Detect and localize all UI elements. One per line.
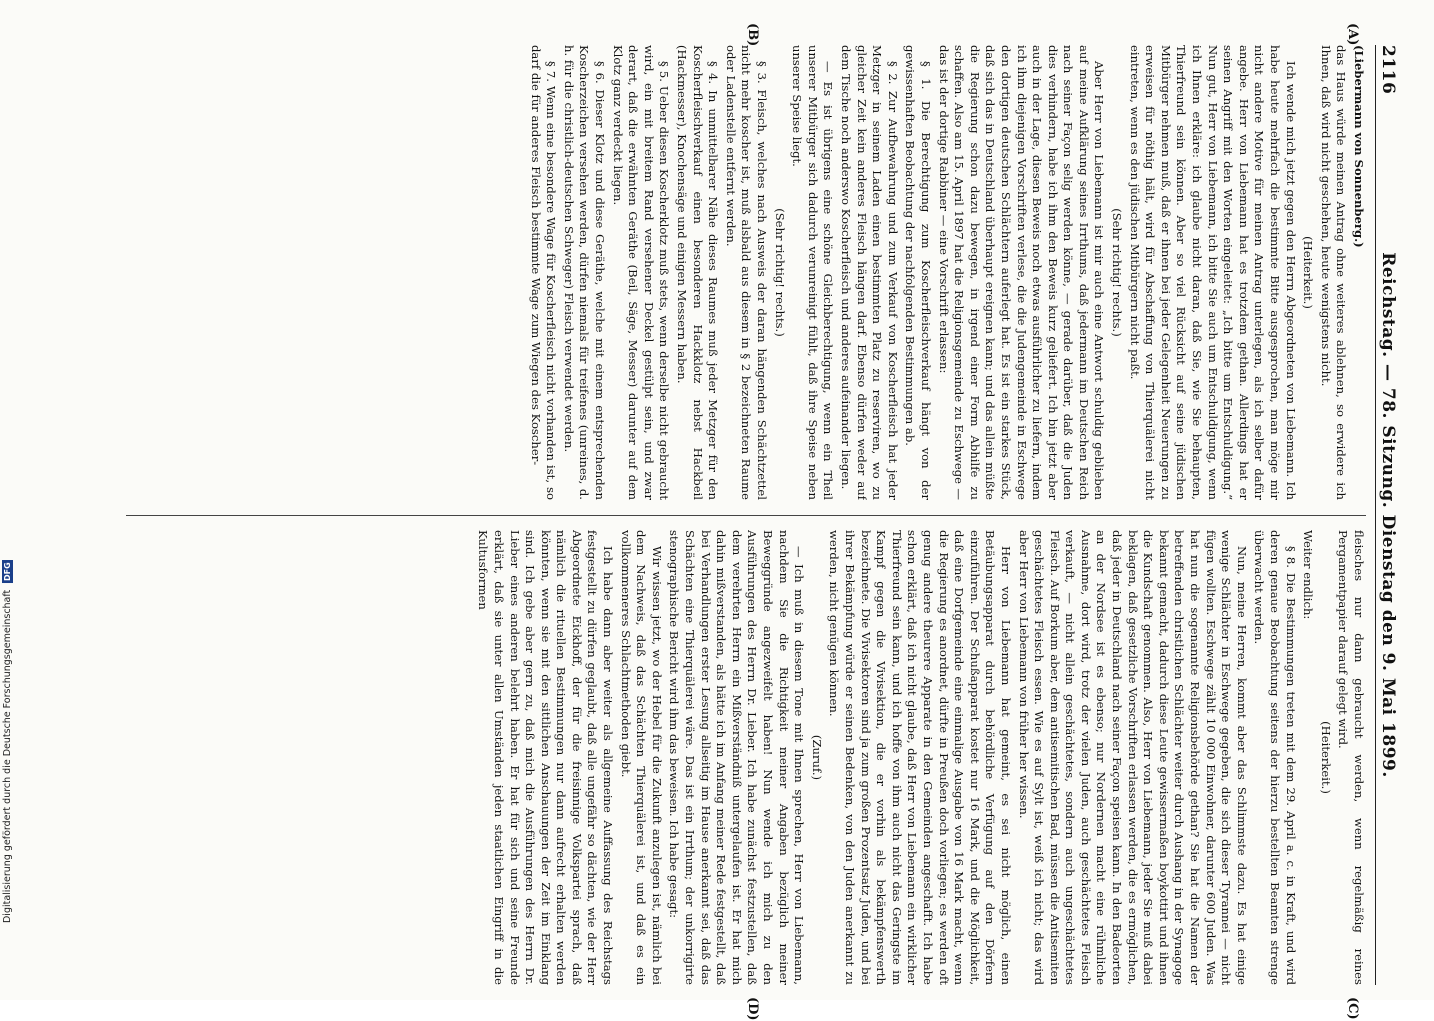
page-number: 2116	[1378, 45, 1398, 95]
page-title: Reichstag. — 78. Sitzung. Dienstag den 9. Mai 1899.	[1378, 252, 1398, 778]
paragraph: § 1. Die Berechtigung zum Koscherfleischverkauf hängt von der gewissenhaften Beobachtung der nachfolgenden Bestimmungen ab.	[903, 45, 933, 500]
page-header	[1374, 45, 1400, 985]
digitization-credit	[2, 560, 13, 923]
right-text-column	[126, 530, 1366, 985]
rotated-page-content	[100, 23, 1400, 1021]
paragraph: — Es ist übrigens eine schöne Gleichberechtigung, wenn ein Theil unserer Mitbürger sich dadurch verunreinigt fühlt, daß ihre Speise neben unserer Speise liegt.	[790, 45, 836, 500]
paragraph: — Ich muß in diesem Tone mit Ihnen sprechen, Herr von Liebemann, nachdem Sie die Richtigkeit meiner Angaben bezüglich meiner Beweggründe angezweifelt haben! Nun wende ich mich zu den Ausführungen des Herrn Dr. Lieber. Ich habe zunächst festzustellen, daß dem verehrten Herrn ein Mißverständniß untergelaufen ist. Er hat mich dahin mißverstanden, als hätte ich im Anfang meiner Rede festgestellt, daß bei Verhandlungen erster Lesung allseitig im Hause anerkannt sei, daß das Schächten eine Thierquälerei wäre. Das ist ein Irrthum; der unkorrigirte stenographische Bericht wird ihm das beweisen. Ich habe gesagt:	[667, 530, 807, 985]
paragraph: § 7. Wenn eine besondere Wage für Koscherfleisch nicht vorhanden ist, so darf die für anderes Fleisch bestimmte Wage zum Wiegen des Koscher-	[528, 45, 559, 500]
left-text-column	[126, 45, 1366, 500]
paragraph: Ich wende mich jetzt gegen den Herrn Abgeordneten von Liebemann. Ich habe heute mehrfach die bestimmte Bitte ausgesprochen, man möge mir nicht andere Motive für meinen Antrag unterlegen, als ich selber dafür angebe. Herr von Liebemann hat es trotzdem gethan. Allerdings hat er seinen Angriff mit den Worten eingeleitet: „Ich bitte um Entschuldigung.“ Nun gut, Herr von Liebemann, ich bitte Sie auch um Entschuldigung, wenn ich Ihnen erkläre: ich glaube nicht daran, daß Sie, wie Sie behaupten, Thierfreund sein können. Aber so viel Rücksicht auf seine jüdischen Mitbürger nehmen muß, daß er ihnen bei jeder Gelegenheit Neuerungen zu erweisen für nöthig hält, wird für Abschaffung von Thierquälerei nicht eintreten, wenn es den jüdischen Mitbürgern nicht paßt.	[1127, 45, 1298, 500]
paragraph: Weiter endlich:	[1301, 530, 1316, 620]
paragraph: Wir wissen jetzt, wo der Hebel für die Zukunft anzulegen ist, nämlich bei dem Nachweis, daß das Schächten Thierquälerei ist, und daß es ein vollkommeneres Schlachtmethoden giebt.	[618, 530, 664, 985]
paragraph: Herr von Liebemann hat gemeint, es sei nicht möglich, einen Betäubungsapparat durch behördliche Verfügung auf den Dörfern einzuführen. Der Schußapparat kostet nur 16 Mark, und die Möglichkeit, daß eine Dorfgemeinde eine einmalige Ausgabe von 16 Mark macht, wenn die Regierung es anordnet, dürfte in Preußen doch vorliegen; es werden oft genug andere theurere Apparate in den Gemeinden angeschafft. Ich habe schon erklärt, daß ich nicht glaube, daß Herr von Liebemann ein wirklicher Thierfreund sein kann, und ich hoffe von ihm auch nicht das Geringste im Kampf gegen die Vivisektion, die er vorhin als bekämpfenswerth bezeichnete. Die Vivisektoren sind ja zum großen Prozentsatz Juden, und bei ihrer Bekämpfung würde er seinen Bedenken, von den Juden anerkannt zu werden, nicht genügen können.	[827, 530, 1013, 985]
paragraph: fleisches nur dann gebraucht werden, wenn regelmäßig reines Pergamentpapier darauf gelegt wird.	[1336, 530, 1366, 985]
interjection: (Zuruf.)	[809, 734, 824, 781]
interjection: (Heiterkeit.)	[1318, 721, 1333, 794]
paragraph: § 4. In unmittelbarer Nähe dieses Raumes muß jeder Metzger für den Koscherfleischverkauf einen besonderen Hackklotz nebst Hackbeil (Hackmesser), Knochensäge und einigen Messern haben.	[675, 45, 721, 500]
interjection: (Sehr richtig! rechts.)	[1110, 208, 1125, 337]
paragraph: das Haus würde meinen Antrag ohne weiteres ablehnen, so erwidere ich Ihnen, daß wird nicht geschehen, heute wenigstens nicht.	[1318, 45, 1349, 500]
dfg-logo: DFG	[3, 562, 12, 581]
margin-marker-b: (B)	[745, 23, 760, 47]
interjection: (Sehr richtig! rechts.)	[772, 208, 787, 337]
margin-marker-d: (D)	[745, 997, 760, 1021]
header-rule	[1375, 45, 1376, 985]
interjection: (Heiterkeit.)	[1301, 236, 1316, 309]
paragraph: § 3. Fleisch, welches nach Ausweis der daran hängenden Schächtzettel nicht mehr koscher ist, muß alsbald aus diesem in § 2 bezeichneten Raume oder Ladenstelle entfernt werden.	[723, 45, 770, 500]
margin-marker-c: (C)	[1345, 997, 1360, 1020]
credit-text: Digitalisierung gefördert durch die Deutsche Forschungsgemeinschaft	[2, 589, 13, 924]
column-divider	[126, 515, 1366, 516]
paragraph: § 5. Ueber diesen Koscherklotz muß stets, wenn derselbe nicht gebraucht wird, ein mit breitem Rand versehener Deckel gestülpt sein, und zwar derart, daß die erwähnten Geräthe (Beil, Säge, Messer) darunter auf dem Klotz ganz verdeckt liegen.	[610, 45, 672, 500]
paragraph: § 2. Zur Aufbewahrung und zum Verkauf von Koscherfleisch hat jeder Metzger in seinem Laden einen bestimmten Platz zu reserviren, wo zu gleicher Zeit kein anderes Fleisch hängen darf. Ebenso dürfen weder auf dem Tische noch anderswo Koscherfleisch und anderes aufeinander liegen.	[839, 45, 900, 500]
paragraph: § 6. Dieser Klotz und diese Geräthe, welche mit einem entsprechenden Koscherzeichen versehen werden, dürfen niemals für treifenes (unreines, d. h. für die christlich-deutschen Schweger) Fleisch verwendet werden.	[561, 45, 608, 500]
paragraph: Nun, meine Herren, kommt aber das Schlimmste dazu. Es hat einige wenige Schlächter in Eschwege gegeben, die sich dieser Tyrannei — nicht fügen wollten. Eschwege zählt 10 000 Einwohner, darunter 600 Juden. Was hat nun die sogenannte Religionsbehörde gethan? Sie hat die Namen der betreffenden christlichen Schlächter weiter durch Aushang in der Synagoge bekannt gemacht, dadurch diese Leute gewissermaßen boykottirt und ihnen die Kundschaft genommen. Also, Herr von Liebemann, jeder Sie muß dabei beklagen, daß gesetzliche Vorschriften erlassen werden, die es ermöglichen, daß jeder in Deutschland nach seiner Façon speisen kann. In den Badeorten an der Nordsee ist es ebenso; nur Nordernen macht eine rühmliche Ausnahme, dort wird, trotz der vielen Juden, auch geschächtetes Fleisch verkauft, — nicht allein geschächtetes, sondern auch ungeschächtetes Fleisch. Auf Borkum aber, dem antisemitischen Bad, müssen die Antisemiten geschächtetes Fleisch essen. Wie es auf Sylt ist, weiß ich nicht; das wird aber Herr von Liebemann von früher her wissen.	[1016, 530, 1249, 985]
margin-marker-a: (A)	[1345, 23, 1360, 46]
paragraph: Ich habe dann aber weiter als allgemeine Auffassung des Reichstags festgestellt zu dürfen geglaubt, daß alle ungefähr so dächten, wie der Herr Abgeordnete Eickhoff, der für die freisinnige Volkspartei sprach, daß nämlich die rituellen Bestimmungen nur dann aufrecht erhalten werden könnten, wenn sie mit den sittlichen Anschauungen der Zeit im Einklang sind. Ich gebe aber gern zu, daß mich die Ausführungen des Herrn Dr. Lieber eines anderen belehrt haben. Er hat für sich und seine Freunde erklärt, daß sie unter allen Umständen jeden staatlichen Eingriff in die Kultusformen	[476, 530, 616, 985]
paragraph: § 8. Die Bestimmungen treten mit dem 29. April a. c. in Kraft, und wird deren genaue Beobachtung seitens der hierzu bestellten Beamten strenge überwacht werden.	[1252, 530, 1298, 985]
speaker-name: (Liebermann von Sonnenberg.)	[1352, 45, 1366, 248]
paragraph: Aber Herr von Liebemann ist mir auch eine Antwort schuldig geblieben auf meine Aufklärung seines Irrthums, daß jedermann im Deutschen Reich nach seiner Façon selig werden könne, — gerade darüber, daß die Juden dies verhindern, habe ich ihm den Beweis kurz geliefert. Ich bin jetzt aber auch in der Lage, diesen Beweis noch etwas ausführlicher zu liefern, indem ich ihm diejenigen Vorschriften verlese, die die Judengemeinde in Eschwege den dortigen deutschen Schlächtern auferlegt hat. Es ist ein starkes Stück, daß sich das in Deutschland überhaupt ereignen kann; und das allein müßte die Regierung schon dazu bewegen, in irgend einer Form Abhilfe zu schaffen. Also am 15. April 1897 hat die Religionsgemeinde zu Eschwege — das ist der dortige Rabbiner — eine Vorschrift erlassen:	[936, 45, 1107, 500]
